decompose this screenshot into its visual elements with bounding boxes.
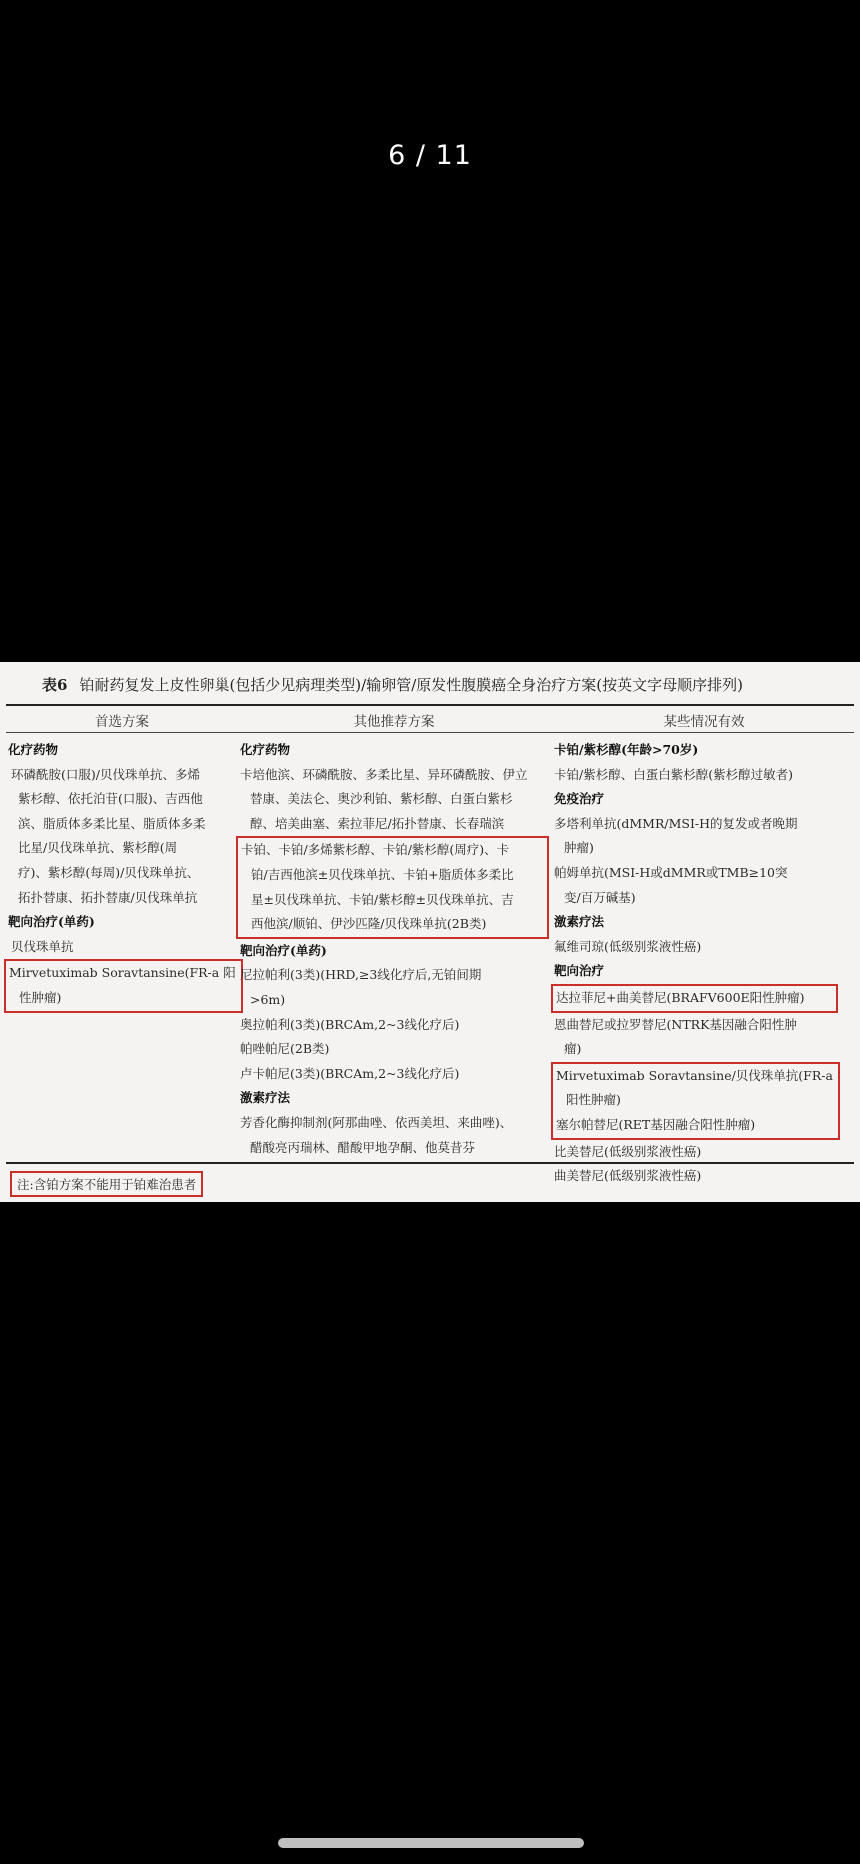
column-preferred	[8, 738, 236, 1013]
table-number: 表6	[42, 676, 68, 694]
section-heading: 靶向治疗(单药)	[240, 942, 327, 958]
table-line: 比美替尼(低级别浆液性癌)	[554, 1143, 702, 1159]
table-line: 曲美替尼(低级别浆液性癌)	[554, 1168, 702, 1184]
highlight-box	[551, 1062, 840, 1140]
table-line: 阳性肿瘤)	[566, 1092, 621, 1108]
table-line: 氟维司琼(低级别浆液性癌)	[554, 938, 702, 954]
table-line: 紫杉醇、依托泊苷(口服)、吉西他	[18, 791, 203, 807]
table-line: 卢卡帕尼(3类)(BRCAm,2~3线化疗后)	[240, 1065, 460, 1081]
table-line: 奥拉帕利(3类)(BRCAm,2~3线化疗后)	[240, 1016, 460, 1032]
table-line: 帕姆单抗(MSI-H或dMMR或TMB≥10突	[554, 864, 788, 880]
table-line: 卡培他滨、环磷酰胺、多柔比星、异环磷酰胺、伊立	[240, 766, 528, 782]
table-line: 多塔利单抗(dMMR/MSI-H的复发或者晚期	[554, 815, 798, 831]
table-line: 醋酸亮丙瑞林、醋酸甲地孕酮、他莫昔芬	[250, 1139, 476, 1155]
table-line: 拓扑替康、拓扑替康/贝伐珠单抗	[18, 889, 198, 905]
section-heading: 激素疗法	[554, 914, 605, 930]
header-certain: 某些情况有效	[663, 714, 745, 730]
header-other: 其他推荐方案	[353, 714, 435, 730]
section-heading: 靶向治疗(单药)	[8, 914, 95, 930]
highlight-box	[236, 836, 549, 938]
section-heading: 化疗药物	[8, 742, 59, 757]
table-bottom-rule	[6, 1162, 854, 1164]
section-heading: 化疗药物	[240, 742, 291, 757]
header-preferred: 首选方案	[95, 714, 149, 730]
table-line: 性肿瘤)	[19, 989, 62, 1005]
section-heading: 卡铂/紫杉醇(年龄>70岁)	[554, 742, 699, 757]
table-line: 贝伐珠单抗	[11, 938, 74, 954]
highlight-box	[551, 984, 838, 1013]
highlight-box	[4, 959, 243, 1012]
column-other	[240, 738, 548, 1160]
section-heading: 靶向治疗	[554, 963, 605, 979]
table-line: 西他滨/顺铂、伊沙匹隆/贝伐珠单抗(2B类)	[251, 916, 487, 932]
table-line: 环磷酰胺(口服)/贝伐珠单抗、多烯	[11, 766, 200, 782]
home-indicator[interactable]	[278, 1838, 584, 1848]
table-top-rule	[6, 704, 854, 706]
table-line: 星±贝伐珠单抗、卡铂/紫杉醇±贝伐珠单抗、吉	[251, 891, 514, 907]
table-header-rule	[6, 732, 854, 733]
table-line: 滨、脂质体多柔比星、脂质体多柔	[18, 815, 206, 831]
table-line: 疗)、紫杉醇(每周)/贝伐珠单抗、	[18, 864, 200, 880]
table-line: >6m)	[250, 991, 286, 1007]
table-line: 帕唑帕尼(2B类)	[240, 1041, 330, 1057]
page-counter: 6 / 11	[388, 140, 472, 171]
table-line: 芳香化酶抑制剂(阿那曲唑、依西美坦、来曲唑)、	[240, 1114, 513, 1130]
table-line: 瘤)	[564, 1041, 582, 1057]
table-line: 醇、培美曲塞、索拉菲尼/拓扑替康、长春瑞滨	[250, 815, 505, 831]
table-line: 肿瘤)	[564, 840, 594, 856]
table-title	[42, 674, 852, 695]
table-line: 替康、美法仑、奥沙利铂、紫杉醇、白蛋白紫杉	[250, 791, 513, 807]
table-line: 卡铂/紫杉醇、白蛋白紫杉醇(紫杉醇过敏者)	[554, 766, 793, 782]
table-note: 注:含铂方案不能用于铂难治患者	[10, 1171, 203, 1197]
section-heading: 免疫治疗	[554, 791, 605, 807]
table-line: 比星/贝伐珠单抗、紫杉醇(周	[18, 840, 178, 856]
table-line: Mirvetuximab Soravtansine/贝伐珠单抗(FR-a	[556, 1067, 833, 1083]
table-title-text: 铂耐药复发上皮性卵巢(包括少见病理类型)/输卵管/原发性腹膜癌全身治疗方案(按英文字母顺序排列)	[79, 676, 743, 694]
table-line: 变/百万碱基)	[564, 889, 636, 905]
document-photo[interactable]	[0, 662, 860, 1202]
section-heading: 激素疗法	[240, 1090, 291, 1106]
table-line: 铂/吉西他滨±贝伐珠单抗、卡铂+脂质体多柔比	[251, 866, 514, 882]
column-certain	[554, 738, 854, 1189]
table-line: Mirvetuximab Soravtansine(FR-a 阳	[9, 965, 236, 981]
table-line: 尼拉帕利(3类)(HRD,≥3线化疗后,无铂间期	[240, 967, 482, 983]
table-line: 达拉菲尼+曲美替尼(BRAFV600E阳性肿瘤)	[556, 989, 805, 1005]
table-line: 塞尔帕替尼(RET基因融合阳性肿瘤)	[556, 1116, 756, 1132]
table-line: 恩曲替尼或拉罗替尼(NTRK基因融合阳性肿	[554, 1016, 797, 1032]
table-line: 卡铂、卡铂/多烯紫杉醇、卡铂/紫杉醇(周疗)、卡	[241, 842, 510, 858]
